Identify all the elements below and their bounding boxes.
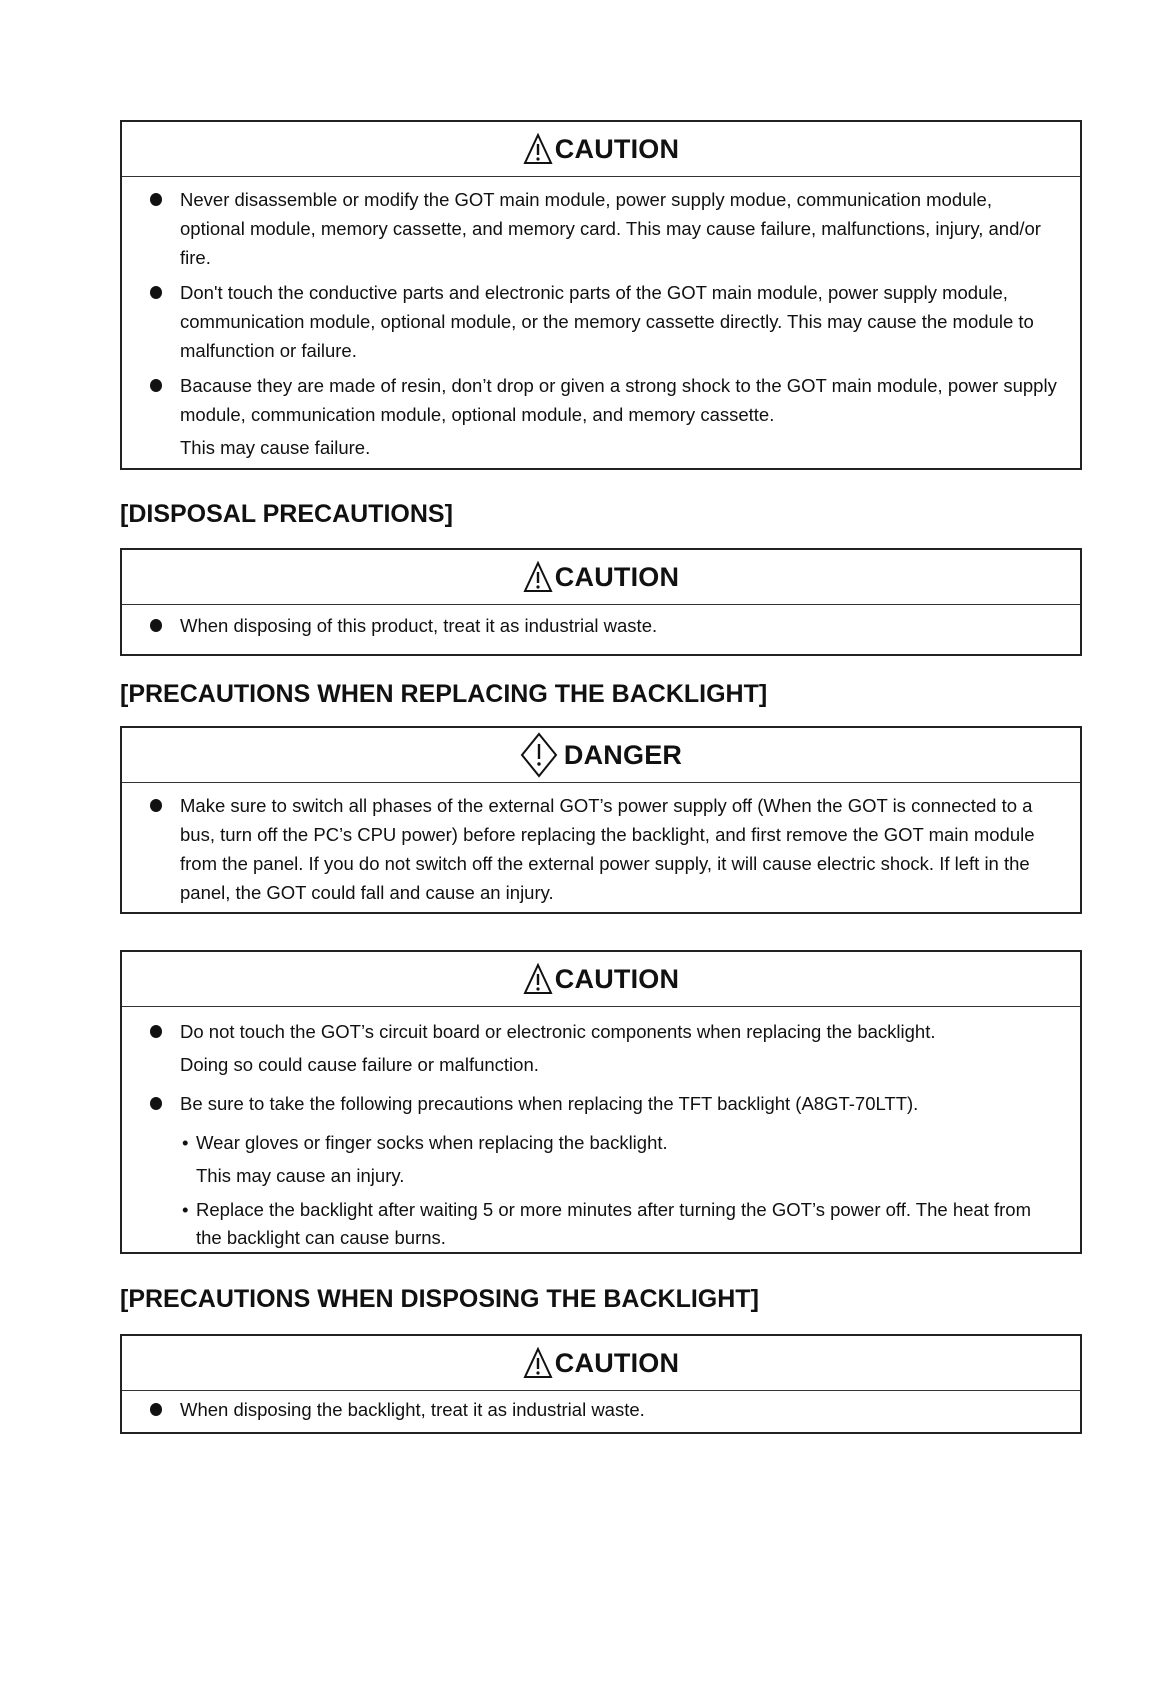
danger-diamond-icon bbox=[520, 732, 558, 778]
sub-item-text: Wear gloves or finger socks when replacing the backlight. bbox=[196, 1132, 668, 1153]
caution-title: CAUTION bbox=[554, 561, 680, 592]
bullet-icon bbox=[150, 619, 162, 632]
section-heading-replacing: [PRECAUTIONS WHEN REPLACING THE BACKLIGHT] bbox=[120, 680, 768, 708]
list-item bbox=[150, 185, 1060, 272]
item-text: Don't touch the conductive parts and electronic parts of the GOT main module, power supply module, communication module, optional module, or the memory cassette directly. This may cause the module to malfunction or failure. bbox=[180, 282, 1034, 361]
warning-triangle-icon bbox=[523, 561, 553, 593]
caution-box-modules bbox=[120, 120, 1082, 470]
danger-box-replacing bbox=[120, 726, 1082, 914]
sub-bullet-icon: • bbox=[182, 1199, 189, 1220]
sub-item bbox=[150, 1196, 1060, 1252]
section-heading-disposal: [DISPOSAL PRECAUTIONS] bbox=[120, 500, 453, 528]
list-item bbox=[150, 1395, 1060, 1424]
bullet-icon bbox=[150, 286, 162, 299]
caution-title: CAUTION bbox=[554, 1347, 680, 1378]
danger-title: DANGER bbox=[563, 739, 683, 770]
list-item bbox=[150, 278, 1060, 365]
warning-triangle-icon bbox=[523, 133, 553, 165]
caution-header bbox=[122, 1336, 1080, 1391]
sub-item-text: Replace the backlight after waiting 5 or more minutes after turning the GOT’s power off. The heat from the backlight can cause burns. bbox=[196, 1199, 1031, 1248]
item-note: This may cause failure. bbox=[180, 437, 371, 458]
danger-header bbox=[122, 728, 1080, 783]
caution-header bbox=[122, 550, 1080, 605]
caution-box-disposal bbox=[120, 548, 1082, 656]
section-heading-disposing: [PRECAUTIONS WHEN DISPOSING THE BACKLIGHT] bbox=[120, 1285, 759, 1313]
list-item bbox=[150, 1087, 1060, 1120]
bullet-icon bbox=[150, 799, 162, 812]
list-item bbox=[150, 611, 1060, 640]
sub-item-note: This may cause an injury. bbox=[196, 1165, 405, 1186]
item-text: Do not touch the GOT’s circuit board or electronic components when replacing the backlight. bbox=[180, 1021, 936, 1042]
list-item bbox=[150, 791, 1060, 907]
list-item bbox=[150, 371, 1060, 462]
bullet-icon bbox=[150, 1097, 162, 1110]
sub-bullet-icon: • bbox=[182, 1132, 189, 1153]
item-text: When disposing of this product, treat it as industrial waste. bbox=[180, 615, 658, 636]
list-item bbox=[150, 1015, 1060, 1081]
bullet-icon bbox=[150, 1403, 162, 1416]
caution-box-disposing bbox=[120, 1334, 1082, 1434]
item-text: Bacause they are made of resin, don’t drop or given a strong shock to the GOT main module, power supply module, communication module, optional module, and memory cassette. bbox=[180, 375, 1057, 425]
bullet-icon bbox=[150, 1025, 162, 1038]
caution-header bbox=[122, 122, 1080, 177]
item-text: Be sure to take the following precautions when replacing the TFT backlight (A8GT-70LTT). bbox=[180, 1093, 919, 1114]
item-text: Never disassemble or modify the GOT main module, power supply modue, communication module, optional module, memory cassette, and memory card. This may cause failure, malfunctions, injury, and/or fire. bbox=[180, 189, 1041, 268]
caution-header bbox=[122, 952, 1080, 1007]
warning-triangle-icon bbox=[523, 1347, 553, 1379]
caution-title: CAUTION bbox=[554, 133, 680, 164]
caution-box-replacing bbox=[120, 950, 1082, 1254]
item-note: Doing so could cause failure or malfunction. bbox=[180, 1054, 539, 1075]
caution-title: CAUTION bbox=[554, 963, 680, 994]
item-text: When disposing the backlight, treat it as industrial waste. bbox=[180, 1399, 645, 1420]
warning-triangle-icon bbox=[523, 963, 553, 995]
bullet-icon bbox=[150, 193, 162, 206]
sub-item bbox=[150, 1126, 1060, 1192]
bullet-icon bbox=[150, 379, 162, 392]
item-text: Make sure to switch all phases of the external GOT’s power supply off (When the GOT is connected to a bus, turn off the PC’s CPU power) before replacing the backlight, and first remove the GOT main module from the panel. If you do not switch off the external power supply, it will cause electric shock. If left in the panel, the GOT could fall and cause an injury. bbox=[180, 795, 1035, 903]
